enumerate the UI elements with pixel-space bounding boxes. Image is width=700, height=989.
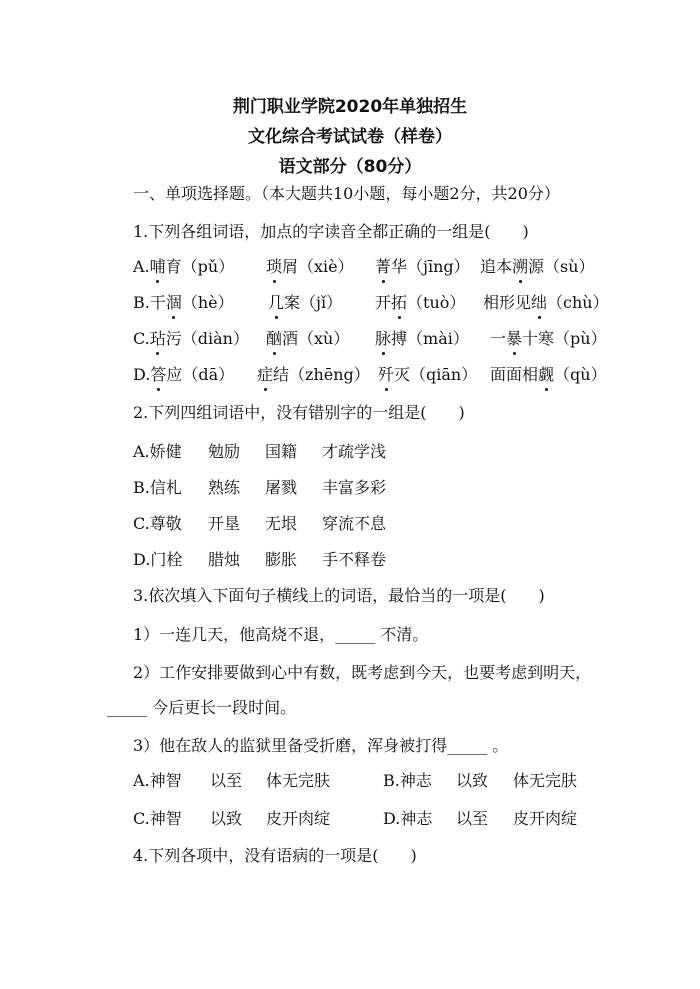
question-3-sentence-3: 3）他在敌人的监狱里备受折磨，浑身被打得_____ 。 <box>133 736 509 755</box>
question-2-stem: 2.下列四组词语中，没有错别字的一组是( ) <box>133 403 465 422</box>
question-3-stem: 3.依次填入下面句子横线上的词语，最恰当的一项是( ) <box>133 586 545 605</box>
question-3-sentence-2-continued: _____ 今后更长一段时间。 <box>107 698 297 717</box>
exam-title: 荆门职业学院2020年单独招生 <box>232 97 468 117</box>
exam-subtitle: 文化综合考试试卷（样卷） <box>248 127 452 147</box>
question-1-option-b: B.干涸（hè） 几案（jǐ） 开拓（tuò） 相形见绌（chù） <box>133 290 234 313</box>
section-title: 语文部分（80分） <box>278 157 422 177</box>
question-1-option-c: C.玷污（diàn） 酗酒（xù） 脉搏（mài） 一暴十寒（pù） <box>133 326 249 349</box>
question-1-stem: 1.下列各组词语，加点的字读音全都正确的一组是( ) <box>133 222 529 241</box>
question-3-sentence-2: 2）工作安排要做到心中有数，既考虑到今天，也要考虑到明天， <box>133 663 592 682</box>
exam-page: 荆门职业学院2020年单独招生 文化综合考试试卷（样卷） 语文部分（80分） 一、单项选择题。（本大题共10小题，每小题2分，共20分） 1.下列各组词语，加点的字读音全都正确的一组是( ) A.哺育（pǔ） 琐屑（xiè） 菁华（jīng） 追本溯源（sù） B.干涸（hè） 几案（jǐ） 开拓（tuò） 相形见绌（chù） C.玷污（diàn） 酗酒（xù） 脉搏（mài） 一暴十寒（pù） D.答应（dā） 症结（zhēng） 歼灭（qiān） 面面相觑（qù） 2.下列四组词语中，没有错别字的一组是( ) A.娇健 勉励 国籍 才疏学浅 B.信札 熟练 屠戮 丰富多彩 C.尊敬 开垦 无垠 穿流不息 D.门栓 腊烛 膨胀 手不释卷 3.依次填入下面句子横线上的词语，最恰当的一项是( ) 1）一连几天，他高烧不退，_____ 不清。 2）工作安排要做到心中有数，既考虑到今天，也要考虑到明天， _____ 今后更长一段时间。 3）他在敌人的监狱里备受折磨，浑身被打得_____ 。 A.神智 以至 体无完肤 B.神志 以致 体无完肤 C.神智 以致 皮开肉绽 D.神志 以至 皮开肉绽 4.下列各项中，没有语病的一项是( ) <box>0 0 700 989</box>
section-heading: 一、单项选择题。（本大题共10小题，每小题2分，共20分） <box>133 184 560 203</box>
question-4-stem: 4.下列各项中，没有语病的一项是( ) <box>133 846 417 865</box>
question-3-sentence-1: 1）一连几天，他高烧不退，_____ 不清。 <box>133 625 429 644</box>
question-1-option-d: D.答应（dā） 症结（zhēng） 歼灭（qiān） 面面相觑（qù） <box>133 362 234 385</box>
question-1-option-a: A.哺育（pǔ） 琐屑（xiè） 菁华（jīng） 追本溯源（sù） <box>133 254 234 277</box>
